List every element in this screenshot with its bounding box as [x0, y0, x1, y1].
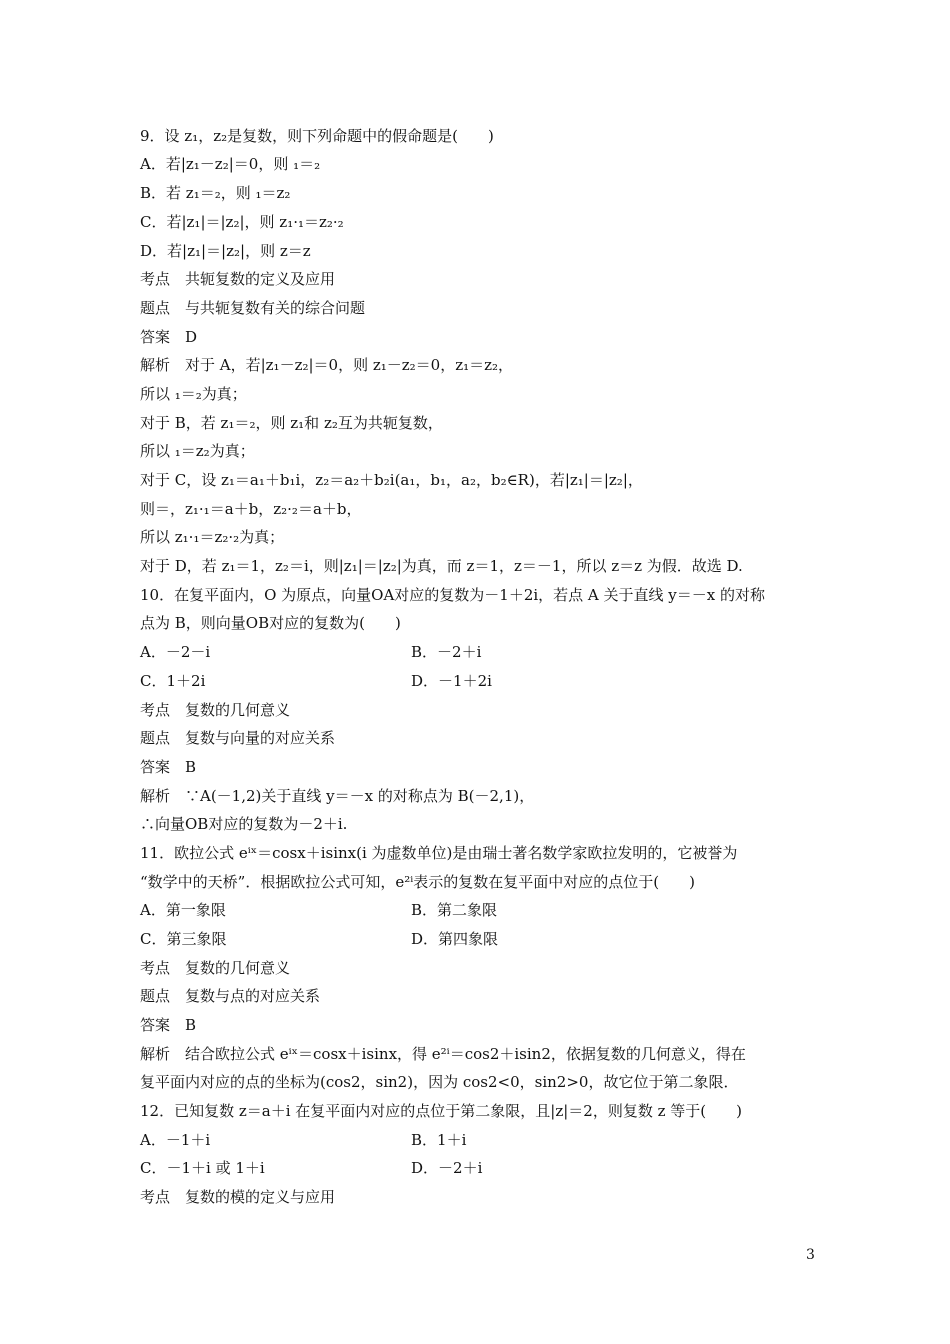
q10-topic: 考点 复数的几何意义 [140, 701, 291, 719]
q11-option-d: D．第四象限 [411, 930, 499, 948]
q9-analysis-4: 所以 ₁＝z₂为真； [140, 442, 255, 460]
q9-option-b: B．若 z₁＝₂，则 ₁＝z₂ [140, 184, 291, 202]
q11-option-c: C．第三象限 [140, 930, 227, 948]
q9-option-a: A．若|z₁－z₂|＝0，则 ₁＝₂ [140, 155, 321, 173]
q9-analysis-2: 所以 ₁＝₂为真； [140, 385, 247, 403]
q9-analysis-6: 则＝，z₁·₁＝a＋b，z₂·₂＝a＋b， [140, 500, 362, 518]
q9-analysis-8: 对于 D，若 z₁＝1，z₂＝i，则|z₁|＝|z₂|为真，而 z＝1，z＝－1，所以 z＝z 为假．故选 D. [140, 557, 743, 575]
q11-option-a: A．第一象限 [140, 901, 226, 919]
q12-option-d: D．－2＋i [411, 1159, 483, 1177]
q9-analysis-5: 对于 C，设 z₁＝a₁＋b₁i，z₂＝a₂＋b₂i(a₁，b₁，a₂，b₂∈R)，若|z₁|＝|z₂|， [140, 471, 643, 489]
q11-answer: 答案 B [140, 1016, 197, 1034]
q10-option-d: D．－1＋2i [411, 672, 492, 690]
q11-options-row-1 [140, 900, 820, 920]
q9-option-d: D．若|z₁|＝|z₂|，则 z＝z [140, 242, 311, 260]
q11-stem-2: “数学中的天桥”．根据欧拉公式可知，e²ⁱ表示的复数在复平面中对应的点位于( ) [140, 873, 695, 891]
q10-analysis-2: ∴向量OB对应的复数为－2＋i. [140, 815, 348, 833]
q10-stem-2: 点为 B，则向量OB对应的复数为( ) [140, 614, 401, 632]
q12-stem: 12．已知复数 z＝a＋i 在复平面内对应的点位于第二象限，且|z|＝2，则复数 z 等于( ) [140, 1102, 742, 1120]
q12-option-a: A．－1＋i [140, 1131, 211, 1149]
q12-options-row-1 [140, 1130, 820, 1150]
q10-option-b: B．－2＋i [411, 643, 482, 661]
q12-option-c: C．－1＋i 或 1＋i [140, 1159, 265, 1177]
q11-topic: 考点 复数的几何意义 [140, 959, 291, 977]
q10-subtopic: 题点 复数与向量的对应关系 [140, 729, 336, 747]
q11-option-b: B．第二象限 [411, 901, 498, 919]
q10-option-a: A．－2－i [140, 643, 211, 661]
q9-analysis-7: 所以 z₁·₁＝z₂·₂为真； [140, 528, 285, 546]
q11-analysis-1: 解析 结合欧拉公式 eⁱˣ＝cosx＋isinx，得 e²ⁱ＝cos2＋isin2，依据复数的几何意义，得在 [140, 1045, 746, 1063]
q10-stem-1: 10．在复平面内，O 为原点，向量OA对应的复数为－1＋2i，若点 A 关于直线 y＝－x 的对称 [140, 586, 766, 604]
q10-option-c: C．1＋2i [140, 672, 206, 690]
q10-options-row-1 [140, 642, 820, 662]
q9-analysis-3: 对于 B，若 z₁＝₂，则 z₁和 z₂互为共轭复数， [140, 414, 443, 432]
q11-analysis-2: 复平面内对应的点的坐标为(cos2，sin2)，因为 cos2<0，sin2>0，故它位于第二象限． [140, 1073, 739, 1091]
q10-options-row-2 [140, 671, 820, 691]
q11-options-row-2 [140, 929, 820, 949]
q9-answer: 答案 D [140, 328, 198, 346]
q9-subtopic: 题点 与共轭复数有关的综合问题 [140, 299, 366, 317]
page-number: 3 [806, 1247, 815, 1263]
q10-analysis-1: 解析 ∵A(－1,2)关于直线 y＝－x 的对称点为 B(－2,1)， [140, 787, 535, 805]
q11-subtopic: 题点 复数与点的对应关系 [140, 987, 321, 1005]
q12-options-row-2 [140, 1158, 820, 1178]
q11-stem-1: 11．欧拉公式 eⁱˣ＝cosx＋isinx(i 为虚数单位)是由瑞士著名数学家欧拉发明的，它被誉为 [140, 844, 738, 862]
q10-answer: 答案 B [140, 758, 197, 776]
q9-option-c: C．若|z₁|＝|z₂|，则 z₁·₁＝z₂·₂ [140, 213, 344, 231]
q12-option-b: B．1＋i [411, 1131, 467, 1149]
q9-analysis-1: 解析 对于 A，若|z₁－z₂|＝0，则 z₁－z₂＝0，z₁＝z₂， [140, 356, 514, 374]
q12-topic: 考点 复数的模的定义与应用 [140, 1188, 336, 1206]
q9-stem: 9．设 z₁，z₂是复数，则下列命题中的假命题是( ) [140, 127, 494, 145]
q9-topic: 考点 共轭复数的定义及应用 [140, 270, 336, 288]
